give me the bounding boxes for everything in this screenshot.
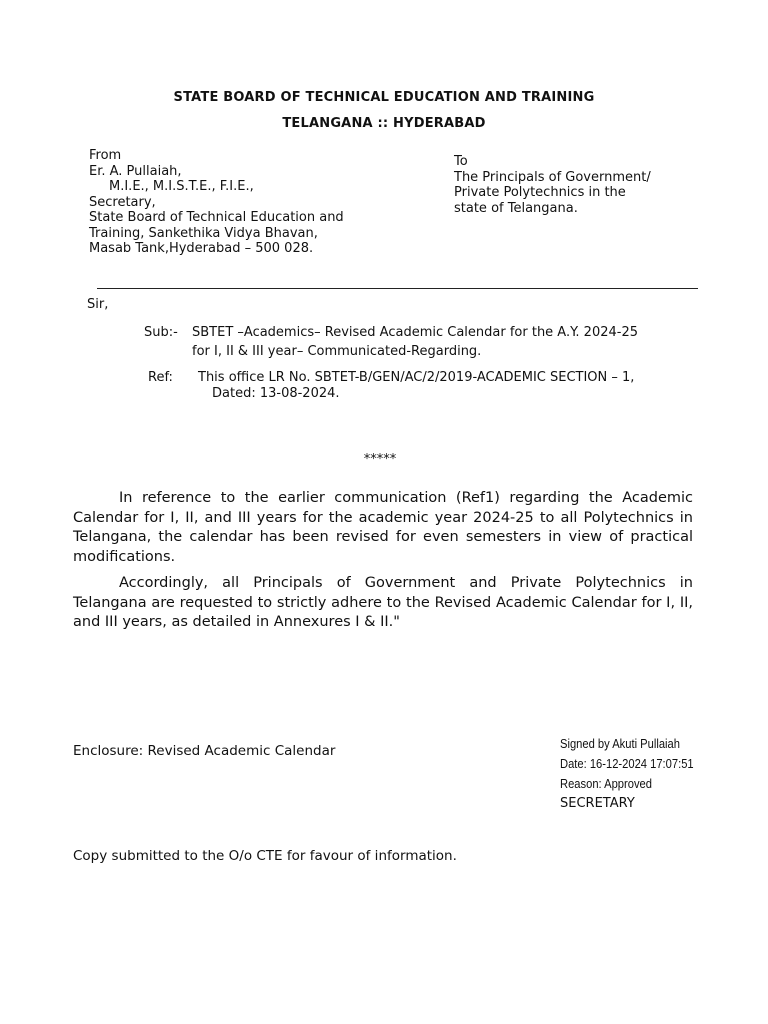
sender-qualifications: M.I.E., M.I.S.T.E., F.I.E.,: [109, 179, 254, 194]
sender-address-line1: State Board of Technical Education and: [89, 210, 344, 225]
subject-label: Sub:-: [144, 325, 178, 340]
reference-line1: This office LR No. SBTET-B/GEN/AC/2/2019-ACADEMIC SECTION – 1,: [198, 370, 635, 385]
signature-signed-by: Signed by Akuti Pullaiah: [560, 736, 680, 751]
recipient-line3: state of Telangana.: [454, 200, 578, 216]
body-paragraph-1: In reference to the earlier communication (Ref1) regarding the Academic Calendar for I, II, and III years for the academic year 2024-25 to all Polytechnics in Telangana, the calendar has been revised for even semesters in view of practical modifications.: [73, 490, 693, 566]
signature-date: Date: 16-12-2024 17:07:51: [560, 756, 694, 771]
recipient-line1: The Principals of Government/: [454, 169, 651, 185]
salutation: Sir,: [87, 297, 109, 312]
sender-designation: Secretary,: [89, 194, 156, 210]
subject-line2: for I, II & III year– Communicated-Regarding.: [192, 344, 482, 359]
reference-label: Ref:: [148, 370, 173, 385]
copy-note: Copy submitted to the O/o CTE for favour of information.: [73, 848, 457, 864]
board-location: TELANGANA :: HYDERABAD: [282, 116, 486, 131]
reference-line2: Dated: 13-08-2024.: [212, 386, 340, 401]
from-label: From: [89, 148, 122, 163]
board-title: STATE BOARD OF TECHNICAL EDUCATION AND TRAINING: [173, 90, 595, 105]
enclosure-note: Enclosure: Revised Academic Calendar: [73, 743, 336, 759]
from-block: [89, 148, 344, 257]
sender-address-line3: Masab Tank,Hyderabad – 500 028.: [89, 241, 314, 256]
signature-reason: Reason: Approved: [560, 776, 652, 791]
body-paragraph-2: Accordingly, all Principals of Government and Private Polytechnics in Telangana are requested to strictly adhere to the Revised Academic Calendar for I, II, and III years, as detailed in Annexures I & II.": [73, 575, 693, 631]
sender-name: Er. A. Pullaiah,: [89, 163, 182, 179]
divider-line: [97, 288, 698, 289]
signatory-title: SECRETARY: [560, 796, 635, 811]
recipient-line2: Private Polytechnics in the: [454, 185, 626, 200]
to-label: To: [454, 154, 468, 169]
to-block: [454, 154, 651, 216]
subject-line1: SBTET –Academics– Revised Academic Calendar for the A.Y. 2024-25: [192, 325, 638, 340]
sender-address-line2: Training, Sankethika Vidya Bhavan,: [89, 225, 318, 241]
separator-stars: *****: [363, 452, 397, 467]
